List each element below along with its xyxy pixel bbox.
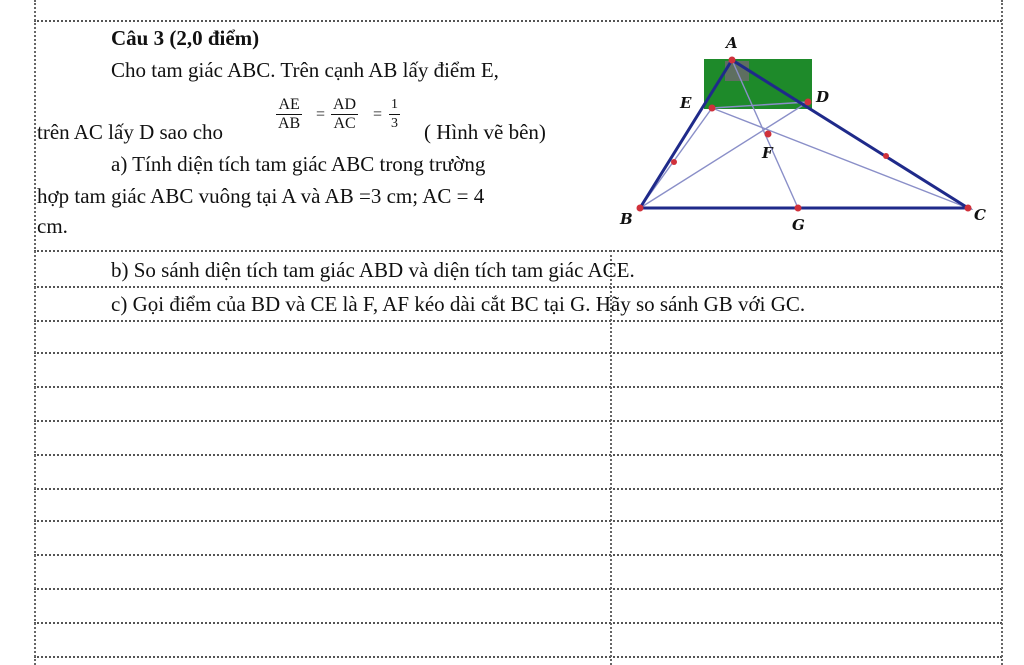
ruled-line xyxy=(34,286,1002,288)
point-c xyxy=(965,205,972,212)
point-e xyxy=(709,105,716,112)
equals-sign: = xyxy=(373,106,383,123)
ruled-line xyxy=(34,454,1002,456)
triangle-figure xyxy=(600,28,1000,243)
fraction-one-third xyxy=(389,96,400,133)
ruled-line xyxy=(34,488,1002,490)
ruled-line xyxy=(34,554,1002,556)
ruled-line xyxy=(34,352,1002,354)
part-a-line-2: hợp tam giác ABC vuông tại A và AB =3 cm; AC = 4 xyxy=(37,184,485,208)
point-f xyxy=(765,131,772,138)
ruled-line xyxy=(34,20,1002,22)
intro-line-1: Cho tam giác ABC. Trên cạnh AB lấy điểm E, xyxy=(111,58,499,82)
ruled-line xyxy=(34,588,1002,590)
point-a xyxy=(729,57,736,64)
point-g xyxy=(795,205,802,212)
label-g: G xyxy=(792,216,805,234)
point-b xyxy=(637,205,644,212)
tick-mark-ac xyxy=(883,153,889,159)
ruled-line xyxy=(34,250,1002,252)
fraction-ae-ab xyxy=(276,96,302,133)
ruled-line xyxy=(34,520,1002,522)
point-d xyxy=(805,99,812,106)
fraction-numerator: AE xyxy=(278,96,300,113)
label-b: B xyxy=(620,210,633,228)
ruled-line xyxy=(34,656,1002,658)
fraction-numerator: 1 xyxy=(391,97,398,112)
label-a: A xyxy=(726,34,738,52)
part-a-line-1: a) Tính diện tích tam giác ABC trong trường xyxy=(111,152,486,176)
segment-bd xyxy=(640,102,808,208)
fraction-ad-ac xyxy=(331,96,358,133)
equals-sign: = xyxy=(316,106,326,123)
figure-note: ( Hình vẽ bên) xyxy=(424,120,546,144)
tick-mark-ab xyxy=(671,159,677,165)
label-e: E xyxy=(680,94,692,112)
label-d: D xyxy=(816,88,830,106)
fraction-denominator: AB xyxy=(278,115,301,132)
label-f: F xyxy=(762,144,773,162)
part-c: c) Gọi điểm của BD và CE là F, AF kéo dài cắt BC tại G. Hãy so sánh GB với GC. xyxy=(111,292,806,316)
ruled-line xyxy=(34,386,1002,388)
segment-ce xyxy=(712,108,968,208)
ruled-line xyxy=(34,420,1002,422)
margin-line xyxy=(34,0,36,665)
question-heading xyxy=(111,26,259,50)
question-heading-text: Câu 3 (2,0 điểm) xyxy=(111,26,260,50)
label-c: C xyxy=(974,206,986,224)
intro-line-2: trên AC lấy D sao cho xyxy=(37,120,224,144)
fraction-denominator: 3 xyxy=(391,116,398,131)
ruled-line xyxy=(34,320,1002,322)
fraction-denominator: AC xyxy=(331,114,358,133)
part-b: b) So sánh diện tích tam giác ABD và diện tích tam giác ACE. xyxy=(111,258,635,282)
margin-line xyxy=(1001,0,1003,665)
ruled-line xyxy=(34,622,1002,624)
part-a-line-3: cm. xyxy=(37,214,68,238)
fraction-numerator: AD xyxy=(333,96,357,113)
